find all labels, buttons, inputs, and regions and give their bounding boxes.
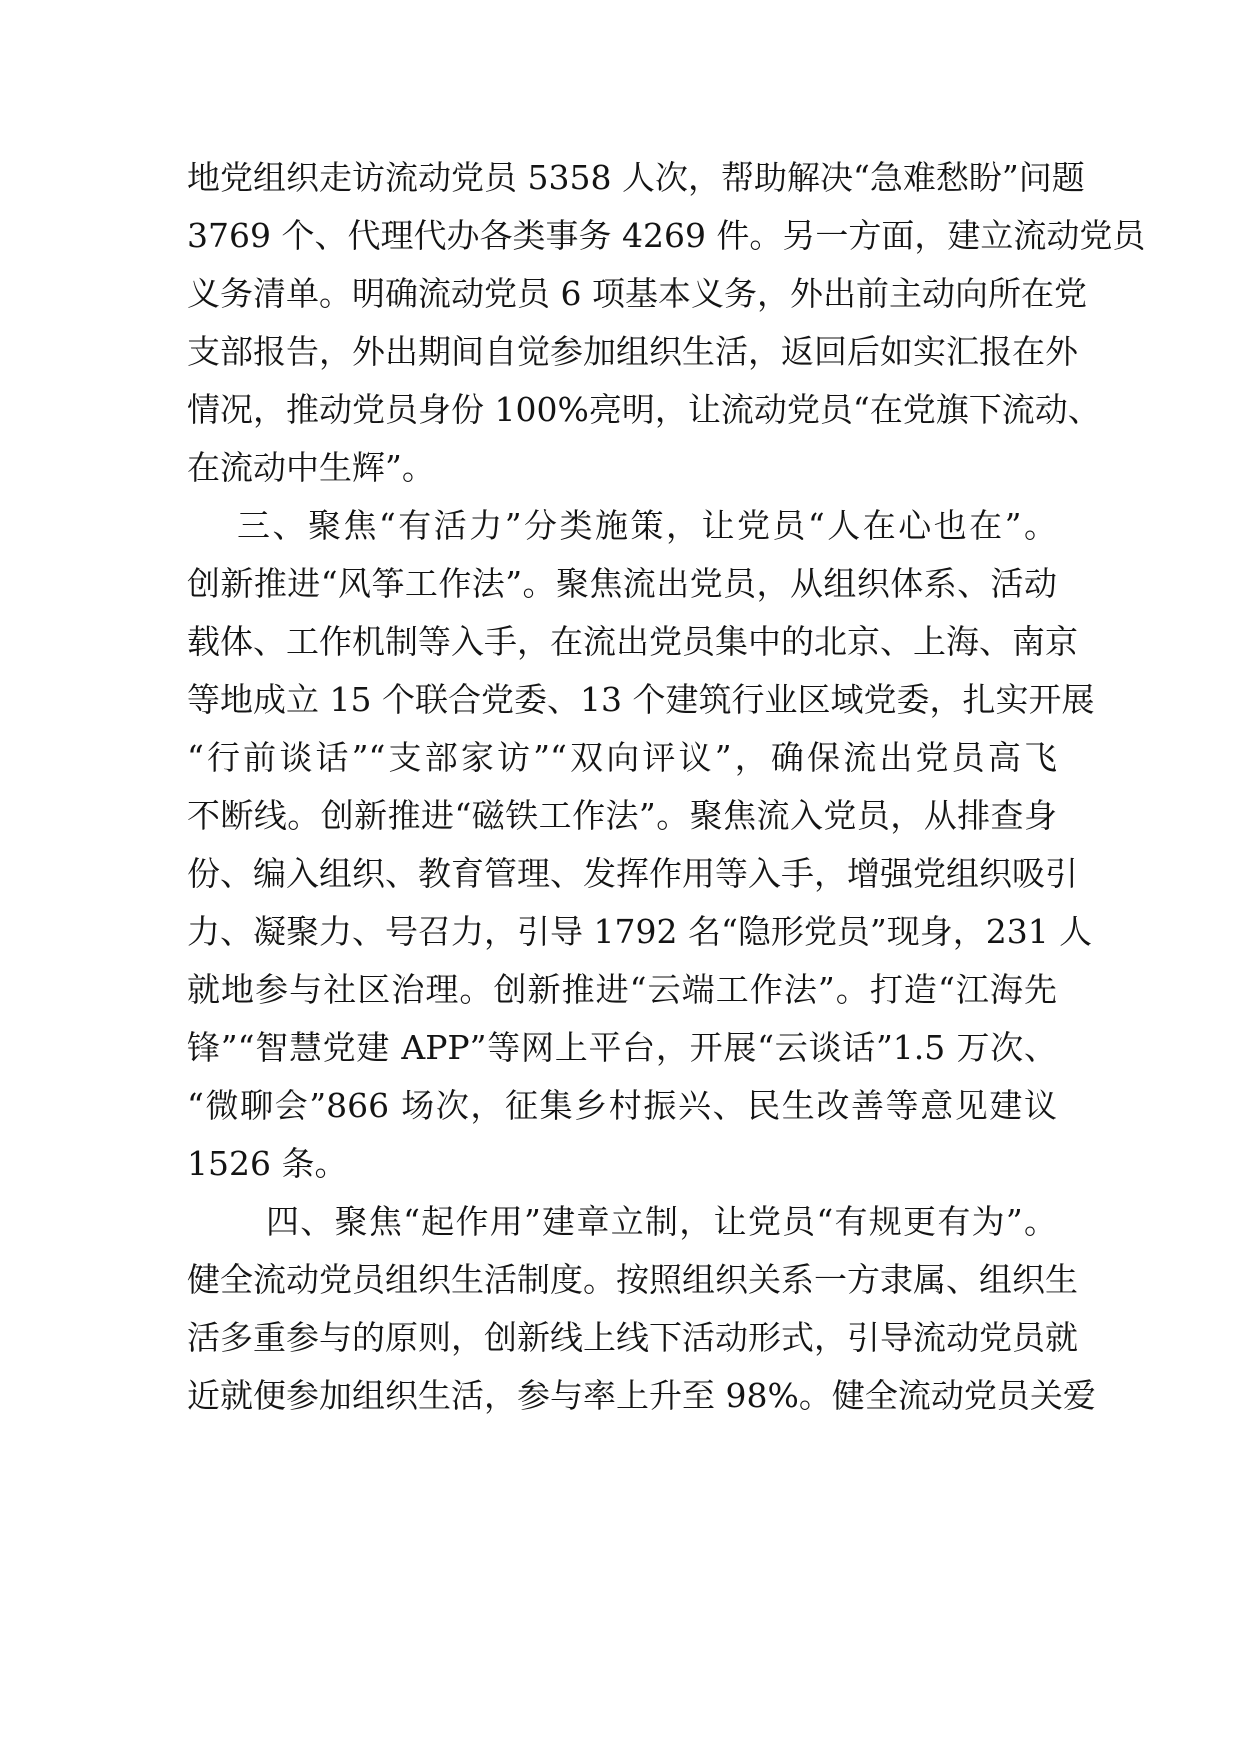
text-line-21: 活多重参与的原则，创新线上线下活动形式，引导流动党员就 <box>187 1318 1078 1357</box>
text-line-10: 等地成立 15 个联合党委、13 个建筑行业区域党委，扎实开展 <box>187 680 1095 719</box>
text-line-5: 情况，推动党员身份 100%亮明，让流动党员“在党旗下流动、 <box>187 390 1101 429</box>
text-line-20: 健全流动党员组织生活制度。按照组织关系一方隶属、组织生 <box>187 1260 1078 1299</box>
text-line-13: 份、编入组织、教育管理、发挥作用等入手，增强党组织吸引 <box>187 854 1078 893</box>
text-line-14: 力、凝聚力、号召力，引导 1792 名“隐形党员”现身，231 人 <box>187 912 1093 951</box>
section-heading-4: 四、聚焦“起作用”建章立制，让党员“有规更有为”。 <box>266 1202 1057 1241</box>
text-line-4: 支部报告，外出期间自觉参加组织生活，返回后如实汇报在外 <box>187 332 1078 371</box>
text-line-1: 地党组织走访流动党员 5358 人次，帮助解决“急难愁盼”问题 <box>187 158 1085 197</box>
text-line-9: 载体、工作机制等入手，在流出党员集中的北京、上海、南京 <box>187 622 1078 661</box>
text-line-6: 在流动中生辉”。 <box>187 448 435 487</box>
text-line-17: “微聊会”866 场次，征集乡村振兴、民生改善等意见建议 <box>187 1086 1057 1125</box>
text-line-22: 近就便参加组织生活，参与率上升至 98%。健全流动党员关爱 <box>187 1376 1096 1415</box>
text-line-11: “行前谈话”“支部家访”“双向评议”，确保流出党员高飞 <box>187 738 1057 777</box>
text-line-16: 锋”“智慧党建 APP”等网上平台，开展“云谈话”1.5 万次、 <box>187 1028 1057 1067</box>
text-line-8: 创新推进“风筝工作法”。聚焦流出党员，从组织体系、活动 <box>187 564 1057 603</box>
text-line-15: 就地参与社区治理。创新推进“云端工作法”。打造“江海先 <box>187 970 1057 1009</box>
text-line-18: 1526 条。 <box>187 1144 348 1183</box>
text-line-3: 义务清单。明确流动党员 6 项基本义务，外出前主动向所在党 <box>187 274 1087 313</box>
text-line-2: 3769 个、代理代办各类事务 4269 件。另一方面，建立流动党员 <box>187 216 1146 255</box>
section-heading-3: 三、聚焦“有活力”分类施策，让党员“人在心也在”。 <box>237 506 1057 545</box>
text-line-12: 不断线。创新推进“磁铁工作法”。聚焦流入党员，从排查身 <box>187 796 1057 835</box>
